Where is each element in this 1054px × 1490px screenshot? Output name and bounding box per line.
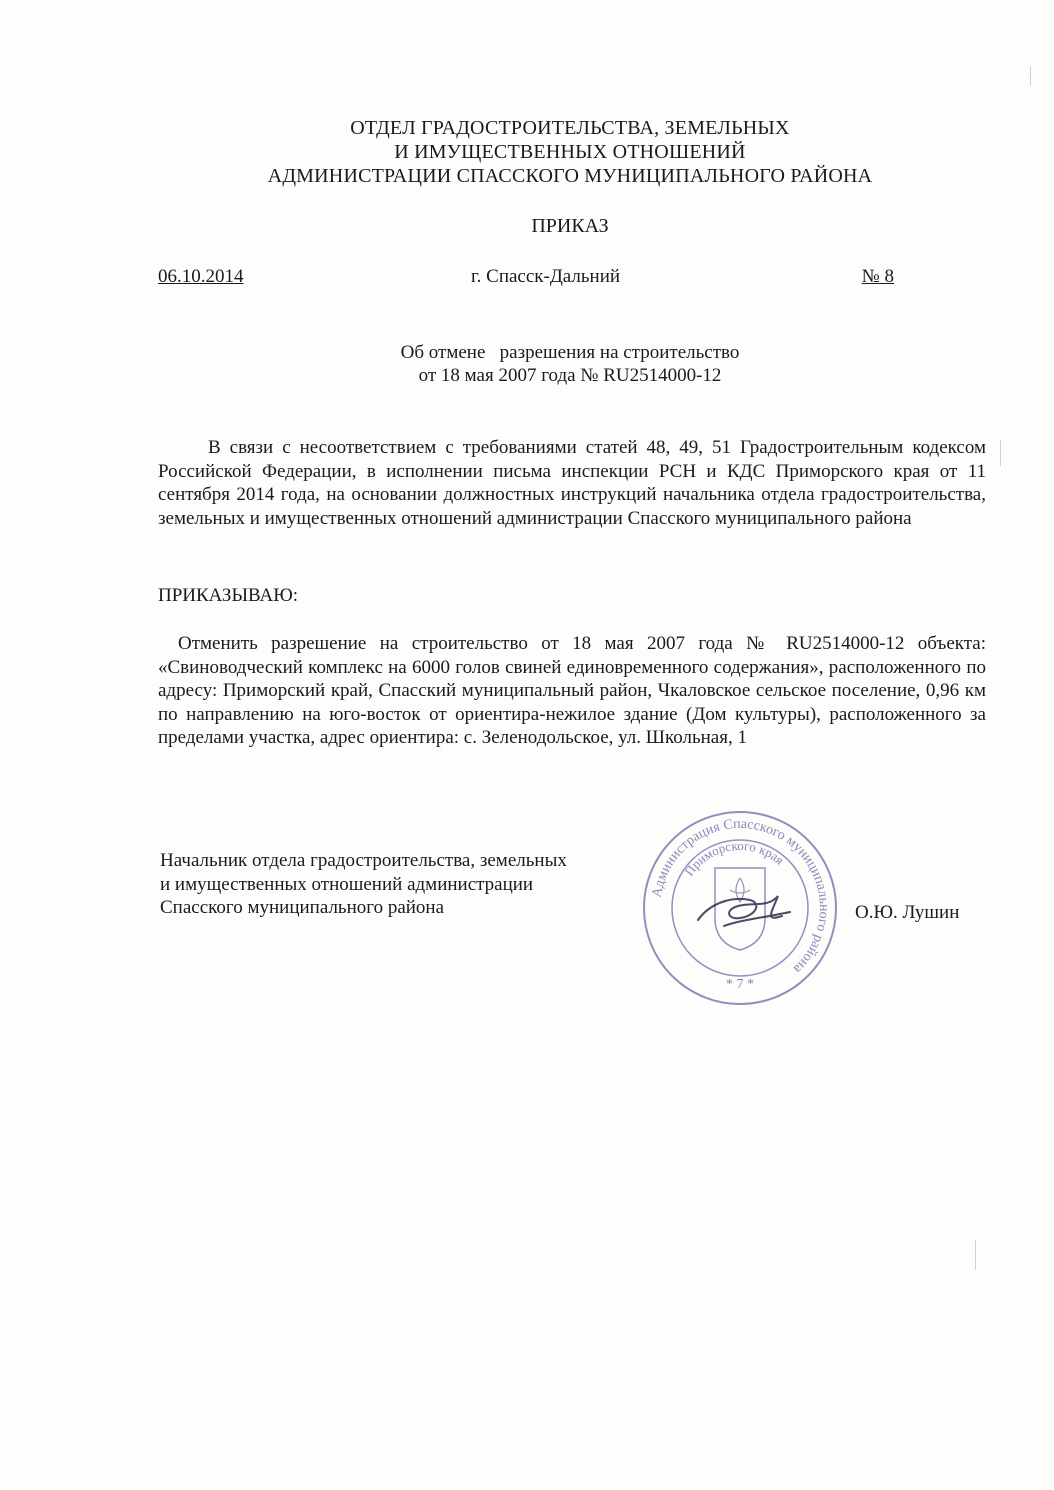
order-number: № 8 xyxy=(861,266,894,287)
orders-label: ПРИКАЗЫВАЮ: xyxy=(158,585,299,606)
position-line-3: Спасского муниципального района xyxy=(160,897,445,918)
order-city: г. Спасск-Дальний xyxy=(471,266,621,287)
order-paragraph: Отменить разрешение на строительство от 18 мая 2007 года № RU2514000-12 объекта: «Свиноводческий комплекс на 6000 голов свиней единовременного содержания», расположенного по адресу: Приморский край, Спасский муниципальный район, Чкаловское сельское поселение, 0,96 км по направлению на юго-восток от ориентира-нежилое здание (Дом культуры), расположенного за пределами участка, адрес ориентира: с. Зеленодольское, ул. Школьная, 1 xyxy=(158,633,986,748)
preamble-paragraph: В связи с несоответствием с требованиями статей 48, 49, 51 Градостроительным кодексом Российской Федерации, в исполнении письма инспекции РСН и КДС Приморского края от 11 сентября 2014 года, на основании должностных инструкций начальника отдела градостроительства, земельных и имущественных отношений администрации Спасского муниципального района xyxy=(158,437,986,529)
order-title: ПРИКАЗ xyxy=(531,215,609,237)
document-header xyxy=(150,116,990,188)
position-line-2: и имущественных отношений администрации xyxy=(160,873,534,895)
scan-mark xyxy=(1030,66,1031,86)
order-subject xyxy=(150,341,990,387)
official-seal xyxy=(640,808,840,1008)
subject-line-1: Об отмене разрешения на строительство xyxy=(400,342,740,363)
header-line-2: И ИМУЩЕСТВЕННЫХ ОТНОШЕНИЙ xyxy=(394,141,746,163)
order-date: 06.10.2014 xyxy=(158,266,244,287)
position-line-1: Начальник отдела градостроительства, земельных xyxy=(160,850,567,871)
header-line-3: АДМИНИСТРАЦИИ СПАССКОГО МУНИЦИПАЛЬНОГО РАЙОНА xyxy=(267,165,873,187)
svg-text:* 7 *: * 7 * xyxy=(726,977,754,992)
order-meta xyxy=(158,266,894,292)
scan-mark xyxy=(1000,440,1001,466)
signer-position xyxy=(160,849,640,920)
header-line-1: ОТДЕЛ ГРАДОСТРОИТЕЛЬСТВА, ЗЕМЕЛЬНЫХ xyxy=(350,117,790,139)
svg-text:Администрация Спасского муници: Администрация Спасского муниципального района xyxy=(649,816,832,977)
svg-text:Приморского края: Приморского края xyxy=(681,837,788,879)
signer-name: О.Ю. Лушин xyxy=(855,902,960,923)
subject-line-2: от 18 мая 2007 года № RU2514000-12 xyxy=(418,365,722,386)
scan-mark xyxy=(975,1240,976,1270)
